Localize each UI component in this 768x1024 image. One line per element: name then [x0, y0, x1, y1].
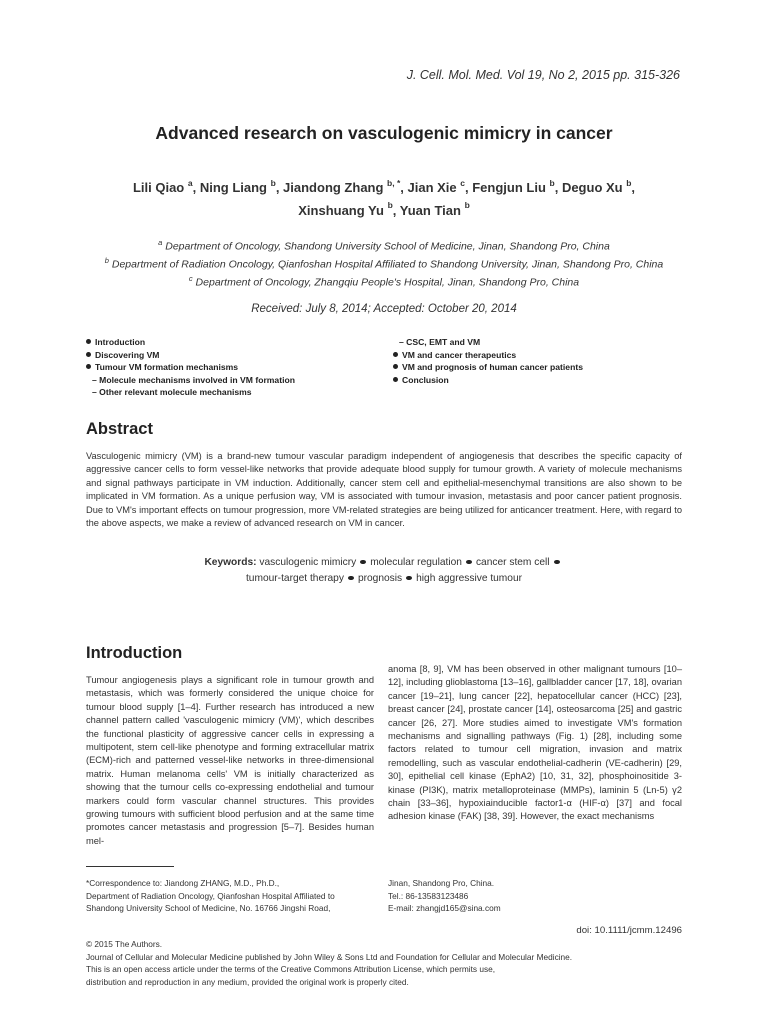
- author: Yuan Tian $^b$: [399, 200, 470, 218]
- introduction-column-right: anoma [8, 9], VM has been observed in other malignant tumours [10–12], including glioblastoma [13–16], gallbladder cancer [17, 18], ovarian cancer [19–21], lung cancer [22], hepatocellular cancer (HCC) [23], breast cancer [24], prostate cancer [14], osteosarcoma [25] and gastric cancer [26, 27]. More studies aimed to investigate VM's formation mechanisms and signalling pathways (Fig. 1) [28], including some factors related to tumour cell migration, invasion and matrix remodelling, such as vascular endothelial-cadherin (VE-cadherin) [29, 30], epithelial cell kinase (EphA2) [10, 31, 32], phosphoinositide 3-kinase (PI3K), matrix metalloproteinase (MMPs), laminin 5 (Ln-5) γ2 chain [33–36], hypoxiainducible factor1-α (HIF-α) [37] and focal adhesion kinase (FAK) [38, 39]. However, the exact mechanisms: [388, 664, 682, 822]
- toc-item[interactable]: Tumour VM formation mechanisms: [86, 361, 396, 374]
- keyword: tumour-target therapy: [245, 573, 344, 584]
- affiliation: $^c$ Department of Oncology, Zhangqiu People's Hospital, Jinan, Shandong Pro, China: [188, 274, 580, 289]
- author: Jiandong Zhang $^{b, *}$,: [283, 178, 408, 196]
- bullet-icon: [393, 364, 398, 369]
- separator-dot-icon: [466, 560, 472, 565]
- copyright-notice: [86, 938, 686, 988]
- author-list: [90, 175, 678, 220]
- keywords: [176, 555, 592, 587]
- affiliations: [60, 236, 708, 290]
- toc-item[interactable]: Conclusion: [393, 374, 693, 387]
- author: Xinshuang Yu $^b$,: [298, 200, 400, 218]
- toc-subitem[interactable]: – CSC, EMT and VM: [399, 337, 481, 347]
- author: Deguo Xu $^b$,: [561, 178, 636, 196]
- article-title: Advanced research on vasculogenic mimicry in cancer: [155, 123, 613, 143]
- footnote-line: *Correspondence to: Jiandong ZHANG, M.D., Ph.D.,: [86, 878, 280, 888]
- copyright-line: © 2015 The Authors.: [86, 939, 163, 949]
- toc-subitem[interactable]: – Other relevant molecule mechanisms: [92, 387, 252, 398]
- footnote-line: Tel.: 86-13583123486: [388, 890, 469, 901]
- received-dates: Received: July 8, 2014; Accepted: October 20, 2014: [251, 303, 517, 315]
- abstract-heading: Abstract: [86, 420, 153, 438]
- correspondence-footnote-right: [388, 877, 678, 915]
- table-of-contents-right: [393, 336, 693, 386]
- journal-reference: J. Cell. Mol. Med. Vol 19, No 2, 2015 pp. 315-326: [406, 68, 680, 82]
- keyword: high aggressive tumour: [416, 573, 523, 584]
- footnote-divider: [86, 866, 174, 867]
- keyword: cancer stem cell: [475, 557, 550, 568]
- copyright-line: This is an open access article under the terms of the Creative Commons Attribution License, which permits use,: [86, 964, 496, 975]
- doi-link[interactable]: doi: 10.1111/jcmm.12496: [576, 925, 682, 936]
- correspondence-footnote-left: [86, 877, 376, 915]
- affiliation: $^a$ Department of Oncology, Shandong University School of Medicine, Jinan, Shandong Pro, China: [158, 238, 610, 253]
- introduction-column-left: Tumour angiogenesis plays a significant role in tumour growth and metastasis, which was formerly considered the unique choice for tumour blood supply [1–4]. Further research has introduced a new channel pattern called 'vasculogenic mimicry (VM)', which describes the functional plasticity of aggressive cancer cells in expressing a multipotent, stem cell-like phenotype and forming extracellular matrix (ECM)-rich and patterned vessel-like networks in three-dimensional matrix. Human melanoma cells' VM is initially characterized as showing that the tumour cells co-expressing endothelial and tumour markers could form vascular channel structures. This provides growing tumours with sufficient blood perfusion and at the same time promotes cancer metastasis and progression [5–7]. Besides human mel-: [86, 675, 374, 846]
- toc-item[interactable]: Introduction: [86, 336, 396, 349]
- keyword: molecular regulation: [370, 557, 462, 568]
- bullet-icon: [86, 339, 91, 344]
- bullet-icon: [86, 364, 91, 369]
- footnote-line: Jinan, Shandong Pro, China.: [388, 878, 495, 888]
- toc-item[interactable]: VM and cancer therapeutics: [393, 349, 693, 362]
- table-of-contents-left: [86, 336, 396, 399]
- author: Lili Qiao $^a$,: [132, 178, 200, 196]
- bullet-icon: [393, 352, 398, 357]
- footnote-email[interactable]: E-mail: zhangjd165@sina.com: [388, 903, 501, 914]
- bullet-icon: [86, 352, 91, 357]
- bullet-icon: [393, 377, 398, 382]
- affiliation: $^b$ Department of Radiation Oncology, Qianfoshan Hospital Affiliated to Shandong University, Jinan, Shandong Pro, China: [104, 256, 664, 271]
- footnote-line: Department of Radiation Oncology, Qianfoshan Hospital Affiliated to: [86, 890, 335, 901]
- author: Jian Xie $^c$,: [407, 178, 473, 196]
- keyword: vasculogenic mimicry: [259, 557, 357, 568]
- introduction-heading: Introduction: [86, 644, 183, 662]
- author: Fengjun Liu $^b$,: [472, 178, 562, 196]
- toc-subitem[interactable]: – Molecule mechanisms involved in VM formation: [92, 374, 295, 385]
- keyword: prognosis: [357, 573, 403, 584]
- toc-item[interactable]: VM and prognosis of human cancer patients: [393, 361, 693, 374]
- separator-dot-icon: [406, 576, 412, 581]
- toc-item[interactable]: Discovering VM: [86, 349, 396, 362]
- copyright-line: Journal of Cellular and Molecular Medicine published by John Wiley & Sons Ltd and Foundation for Cellular and Molecular Medicine.: [86, 951, 573, 962]
- separator-dot-icon: [360, 560, 366, 565]
- keywords-label: Keywords:: [204, 557, 257, 568]
- copyright-line: distribution and reproduction in any medium, provided the original work is properly cited.: [86, 976, 409, 987]
- separator-dot-icon: [554, 560, 560, 565]
- abstract-text: Vasculogenic mimicry (VM) is a brand-new tumour vascular paradigm independent of angiogenesis that describes the specific capacity of aggressive cancer cells to form vessel-like networks that provide adequate blood supply for tumour growth. A variety of molecule mechanisms and signal pathways participate in VM induction. Additionally, cancer stem cell and epithelial-mesenchymal transitions are also shown to be implicated in VM formation. As a unique perfusion way, VM is associated with tumour invasion, metastasis and poor cancer patient prognosis. Due to VM's important effects on tumour progression, more VM-related strategies are being utilized for anticancer treatment. Here, with regard to the above aspects, we make a review of advanced research on VM in cancer.: [86, 451, 682, 529]
- footnote-line: Shandong University School of Medicine, No. 16766 Jingshi Road,: [86, 903, 331, 914]
- author: Ning Liang $^b$,: [199, 178, 284, 196]
- separator-dot-icon: [348, 576, 354, 581]
